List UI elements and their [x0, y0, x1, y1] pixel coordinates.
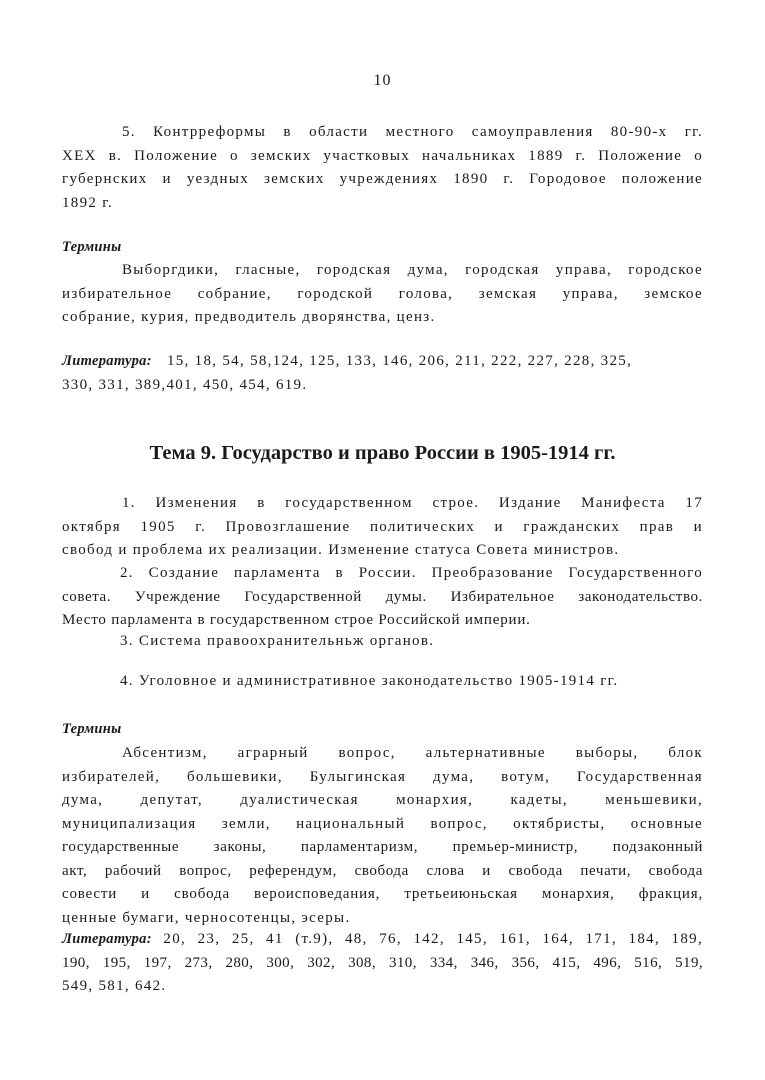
section9-item3 — [62, 630, 703, 654]
text-line: 1. Изменения в государственном строе. Издание Манифеста 17 — [122, 495, 703, 511]
literature-line — [62, 350, 703, 374]
text-line: 549, 581, 642. — [62, 978, 167, 994]
terms-heading: Термины — [62, 721, 122, 737]
text-line: 2. Создание парламента в России. Преобразование Государственного — [120, 565, 703, 581]
text-line: октября 1905 г. Провозглашение политических и гражданских прав и — [62, 518, 703, 535]
text-line: XEX в. Положение о земских участковых начальниках 1889 г. Положение о — [62, 147, 703, 164]
section9-item4 — [62, 670, 703, 694]
text-line: совета. Учреждение Государственной думы. Избирательное законодательство. — [62, 588, 703, 605]
text-line: 330, 331, 389,401, 450, 454, 619. — [62, 376, 308, 393]
text-line: акт, рабочий вопрос, референдум, свобода слова и свобода печати, свобода — [62, 862, 703, 879]
text-line: 4. Уголовное и административное законодательство 1905-1914 гг. — [120, 673, 619, 689]
text-line: свобод и проблема их реализации. Изменение статуса Совета министров. — [62, 542, 620, 558]
text-line: губернских и уездных земских учреждениях 1890 г. Городовое положение — [62, 171, 703, 187]
literature-label: Литература: — [62, 353, 152, 369]
literature-line — [62, 928, 703, 952]
literature-refs: 20, 23, 25, 41 (т.9), 48, 76, 142, 145, 161, 164, 171, 184, 189, — [163, 931, 703, 947]
text-line: ценные бумаги, черносотенцы, эсеры. — [62, 909, 351, 926]
terms-heading: Термины — [62, 239, 122, 255]
text-line: совести и свобода вероисповедания, третьеиюньская монархия, фракция, — [62, 886, 703, 902]
text-line: 5. Контрреформы в области местного самоуправления 80-90-х гг. — [122, 124, 703, 140]
literature-label: Литература: — [62, 931, 152, 947]
section-title: Тема 9. Государство и право России в 1905-1914 гг. — [149, 442, 616, 464]
text-line: Абсентизм, аграрный вопрос, альтернативные выборы, блок — [122, 745, 703, 761]
section8-terms — [62, 259, 703, 330]
text-line: 1892 г. — [62, 194, 114, 211]
text-line: Место парламента в государственном строе Российской империи. — [62, 612, 531, 628]
literature-refs: 15, 18, 54, 58,124, 125, 133, 146, 206, 211, 222, 227, 228, 325, — [166, 353, 633, 369]
text-line: 190, 195, 197, 273, 280, 300, 302, 308, 310, 334, 346, 356, 415, 496, 516, 519, — [62, 954, 703, 971]
section8-literature — [62, 350, 703, 397]
text-line: собрание, курия, предводитель дворянства, ценз. — [62, 309, 436, 325]
text-line: государственные законы, парламентаризм, премьер-министр, подзаконный — [62, 839, 703, 855]
text-line: Выборгдики, гласные, городская дума, городская управа, городское — [122, 262, 703, 278]
text-line: дума, депутат, дуалистическая монархия, кадеты, меньшевики, — [62, 792, 703, 808]
section9-item2 — [62, 562, 703, 633]
text-line: избирательное собрание, городской голова, земская управа, земское — [62, 285, 703, 302]
text-line: муниципализация земли, национальный вопрос, октябристы, основные — [62, 815, 703, 832]
section9-literature — [62, 928, 703, 999]
section9-terms — [62, 742, 703, 930]
text-line: избирателей, большевики, Булыгинская дума, вотум, Государственная — [62, 768, 703, 785]
text-line: 3. Система правоохранительньж органов. — [120, 633, 435, 649]
section9-item1 — [62, 492, 703, 563]
section8-item5 — [62, 121, 703, 215]
page-number: 10 — [373, 72, 392, 89]
